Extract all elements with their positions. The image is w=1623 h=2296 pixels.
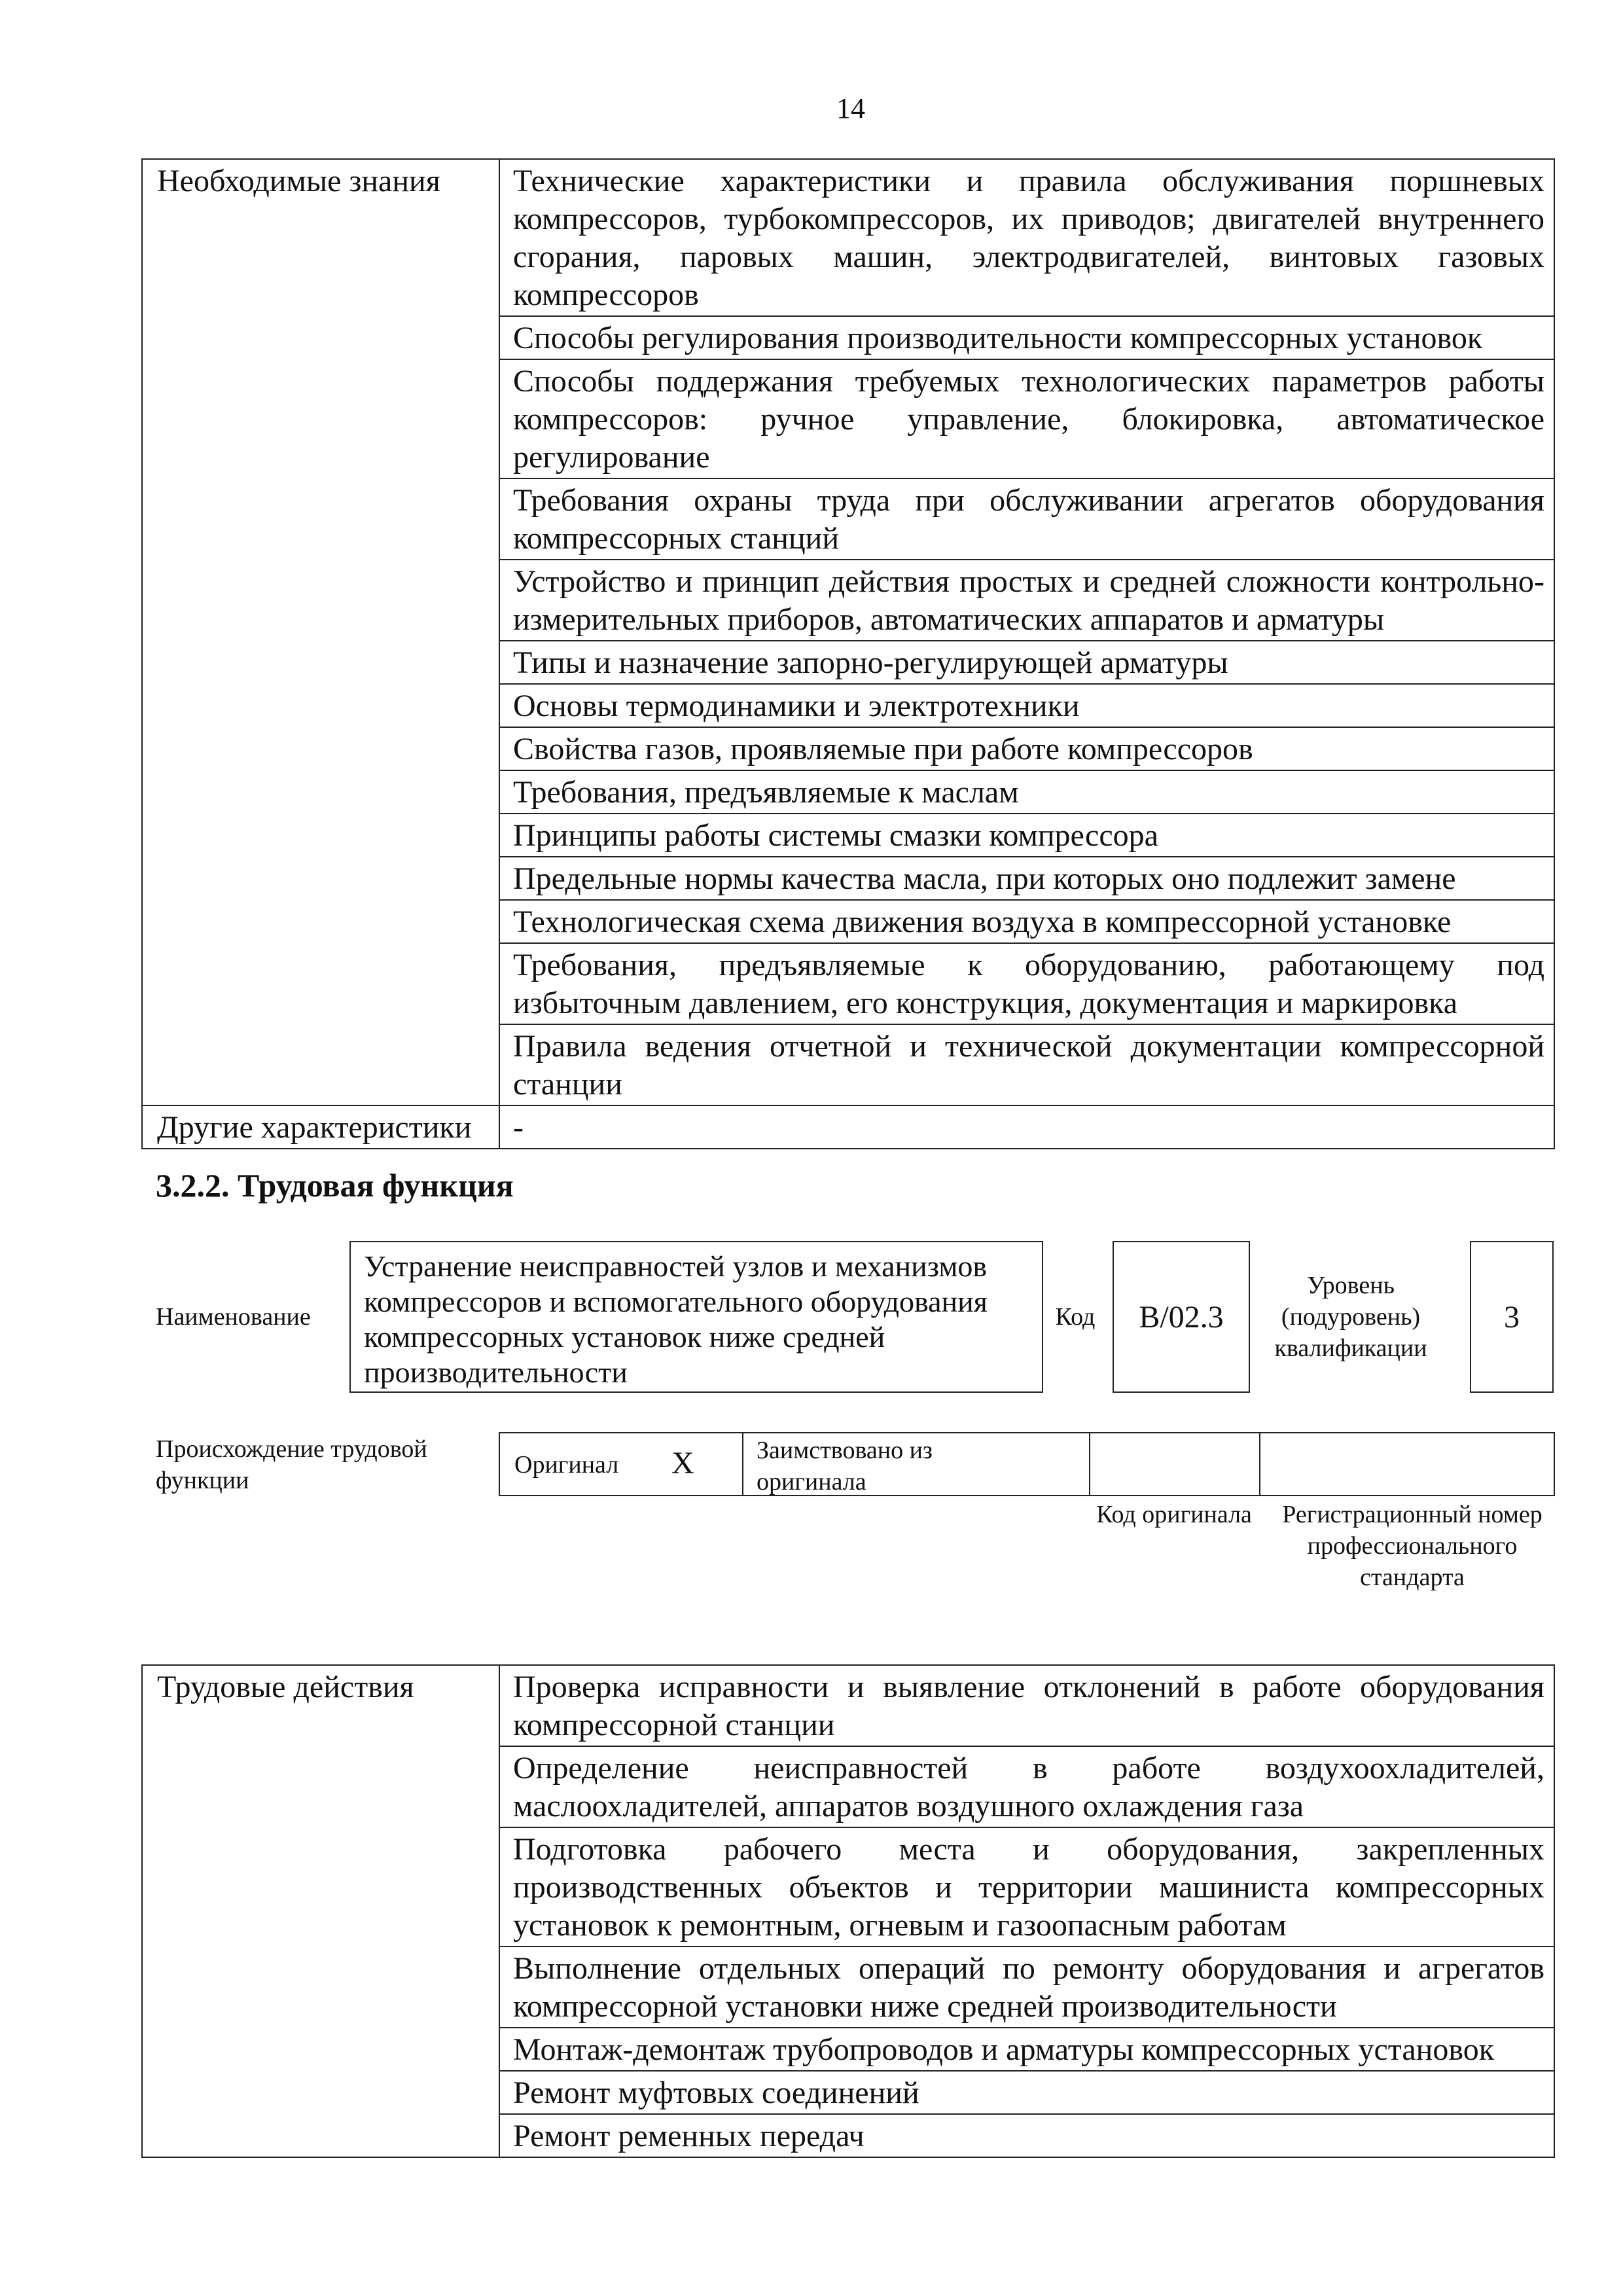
knowledge-item: Принципы работы системы смазки компрессора [499, 814, 1554, 857]
action-item: Проверка исправности и выявление отклонений в работе оборудования компрессорной станции [499, 1665, 1554, 1746]
knowledge-item: Требования, предъявляемые к маслам [499, 770, 1554, 814]
knowledge-item: Предельные нормы качества масла, при которых оно подлежит замене [499, 857, 1554, 900]
code-caption: Код оригинала [1096, 1501, 1252, 1528]
level-label: Уровень (подуровень) квалификации [1274, 1272, 1427, 1362]
table-row [142, 1105, 1554, 1149]
actions-table [141, 1664, 1555, 2158]
knowledge-item: Устройство и принцип действия простых и средней сложности контрольно-измерительных приборов, автоматических аппаратов и арматуры [499, 560, 1554, 641]
origin-row [499, 1432, 1555, 1496]
action-item: Ремонт ременных передач [499, 2114, 1554, 2157]
action-item: Ремонт муфтовых соединений [499, 2071, 1554, 2114]
action-item: Монтаж-демонтаж трубопроводов и арматуры компрессорных установок [499, 2028, 1554, 2071]
divider [1259, 1433, 1260, 1496]
knowledge-item: Требования охраны труда при обслуживании агрегатов оборудования компрессорных станций [499, 478, 1554, 560]
function-name: Устранение неисправностей узлов и механизмов компрессоров и вспомогательного оборудования компрессорных установок ниже средней производительности [349, 1241, 1043, 1393]
knowledge-table [141, 158, 1555, 1149]
table-row [142, 159, 1554, 316]
code-label: Код [1055, 1303, 1096, 1331]
original-mark: X [671, 1446, 694, 1480]
knowledge-item: Способы регулирования производительности компрессорных установок [499, 316, 1554, 359]
knowledge-item: Способы поддержания требуемых технологических параметров работы компрессоров: ручное управление, блокировка, автоматическое регулирование [499, 359, 1554, 478]
function-code: B/02.3 [1113, 1241, 1250, 1393]
section-title: 3.2.2. Трудовая функция [156, 1167, 514, 1204]
name-label: Наименование [156, 1303, 311, 1331]
other-value: - [499, 1105, 1554, 1149]
reg-caption: Регистрационный номер профессионального стандарта [1282, 1501, 1543, 1591]
action-item: Выполнение отдельных операций по ремонту оборудования и агрегатов компрессорной установки ниже средней производительности [499, 1946, 1554, 2028]
divider [1089, 1433, 1090, 1496]
page-number: 14 [836, 92, 865, 124]
action-item: Подготовка рабочего места и оборудования, закрепленных производственных объектов и территории машиниста компрессорных установок к ремонтным, огневым и газоопасным работам [499, 1827, 1554, 1946]
knowledge-item: Требования, предъявляемые к оборудованию, работающему под избыточным давлением, его конструкция, документация и маркировка [499, 943, 1554, 1024]
actions-label: Трудовые действия [142, 1665, 499, 2157]
knowledge-item: Типы и назначение запорно-регулирующей арматуры [499, 641, 1554, 684]
knowledge-item: Технические характеристики и правила обслуживания поршневых компрессоров, турбокомпрессоров, их приводов; двигателей внутреннего сгорания, паровых машин, электродвигателей, винтовых газовых компрессоров [499, 159, 1554, 316]
other-label: Другие характеристики [142, 1105, 499, 1149]
knowledge-item: Основы термодинамики и электротехники [499, 684, 1554, 727]
knowledge-label: Необходимые знания [142, 159, 499, 1105]
table-row [142, 1665, 1554, 1746]
knowledge-item: Свойства газов, проявляемые при работе компрессоров [499, 727, 1554, 770]
divider [742, 1433, 743, 1496]
level-value: 3 [1470, 1241, 1554, 1393]
original-label: Оригинал [514, 1451, 619, 1479]
origin-label: Происхождение трудовой функции [156, 1435, 427, 1494]
borrowed-label: Заимствовано из оригинала [757, 1437, 933, 1496]
action-item: Определение неисправностей в работе воздухоохладителей, маслоохладителей, аппаратов воздушного охлаждения газа [499, 1746, 1554, 1827]
knowledge-item: Правила ведения отчетной и технической документации компрессорной станции [499, 1024, 1554, 1105]
knowledge-item: Технологическая схема движения воздуха в компрессорной установке [499, 900, 1554, 943]
